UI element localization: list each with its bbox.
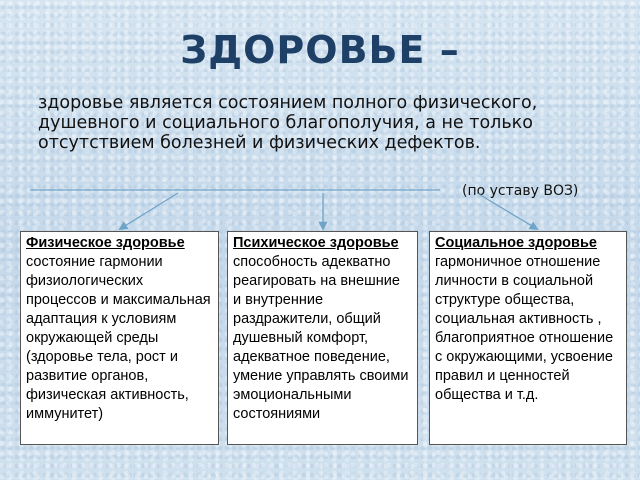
physical-health-card: [20, 231, 219, 445]
slide-title: ЗДОРОВЬЕ –: [180, 28, 460, 72]
social-health-title: Социальное здоровье: [435, 235, 597, 251]
arrow-to-physical: [120, 193, 178, 229]
arrow-to-social: [477, 193, 537, 229]
social-health-text: гармоничное отношение личности в социальной структуре общества, социальная активность , благоприятное отношение с окружающими, усвоение правил и ценностей общества и т.д.: [435, 254, 614, 403]
source-note: (по уставу ВОЗ): [462, 183, 579, 199]
social-health-card: [429, 231, 627, 445]
mental-health-card: [227, 231, 418, 445]
physical-health-text: состояние гармонии физиологических процессов и максимальная адаптация к условиям окружающей среды (здоровье тела, рост и развитие органов, физическая активность, иммунитет): [26, 254, 211, 422]
physical-health-title: Физическое здоровье: [26, 235, 185, 251]
definition-text: здоровье является состоянием полного физического, душевного и социального благополучия, а не только отсутствием болезней и физических дефектов.: [38, 93, 538, 153]
mental-health-text: способность адекватно реагировать на внешние и внутренние раздражители, общий душевный комфорт, адекватное поведение, умение управлять своими эмоциональными состояниями: [233, 254, 409, 422]
mental-health-title: Психическое здоровье: [233, 235, 399, 251]
